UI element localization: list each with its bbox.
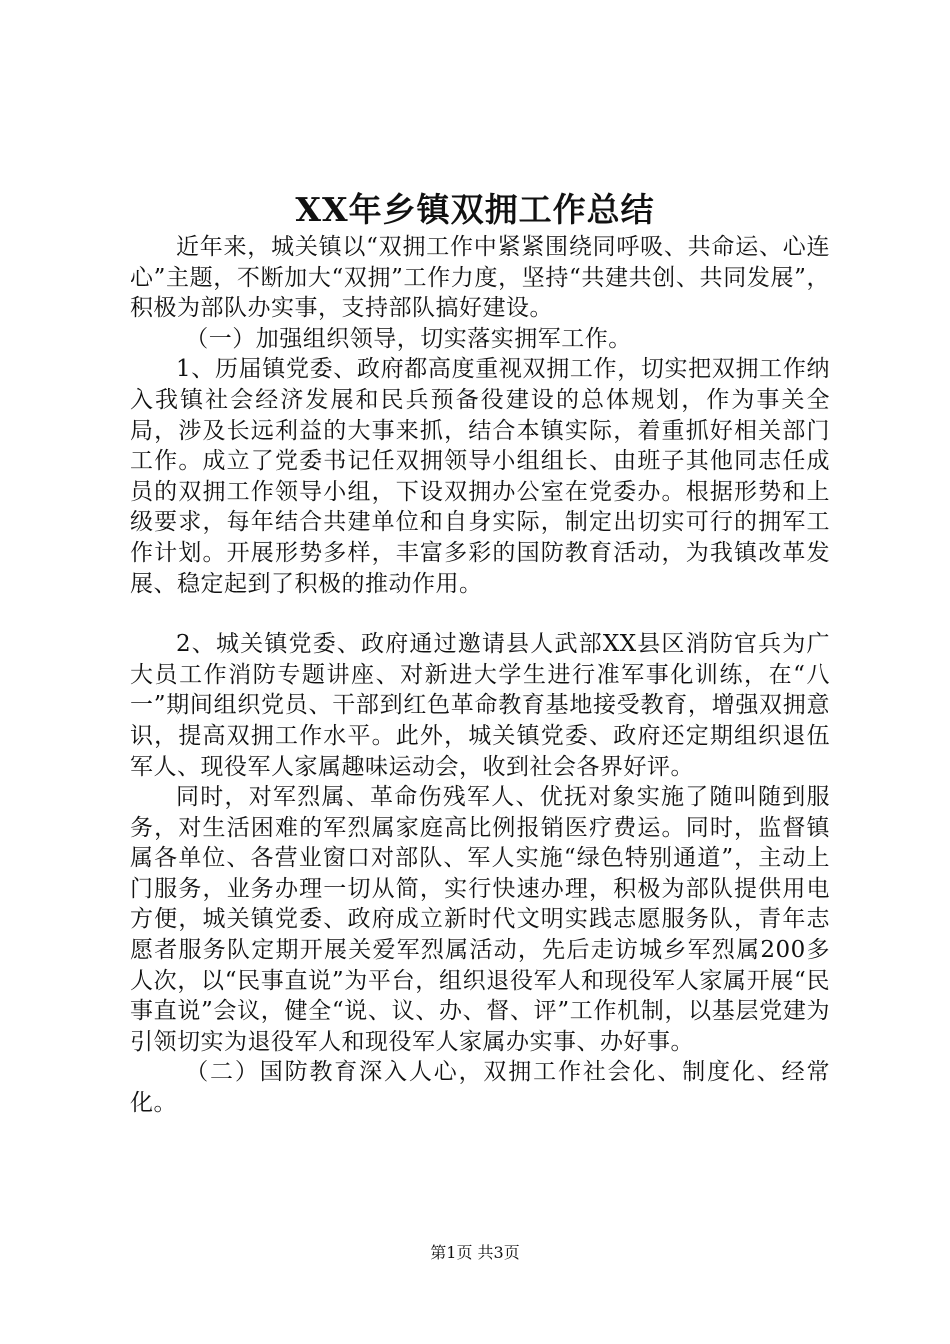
paragraph-intro: 近年来，城关镇以“双拥工作中紧紧围绕同呼吸、共命运、心连心”主题，不断加大“双拥”工作力度，坚持“共建共创、共同发展”，积极为部队办实事，支持部队搞好建设。 [130,234,830,322]
paragraph-item-2: 2、城关镇党委、政府通过邀请县人武部XX县区消防官兵为广大员工作消防专题讲座、对新进大学生进行准军事化训练，在“八一”期间组织党员、干部到红色革命教育基地接受教育，增强双拥意识，提高双拥工作水平。此外，城关镇党委、政府还定期组织退伍军人、现役军人家属趣味运动会，收到社会各界好评。 [130,631,830,780]
paragraph-item-1: 1、历届镇党委、政府都高度重视双拥工作，切实把双拥工作纳入我镇社会经济发展和民兵预备役建设的总体规划，作为事关全局，涉及长远利益的大事来抓，结合本镇实际，着重抓好相关部门工作。成立了党委书记任双拥领导小组组长、由班子其他同志任成员的双拥工作领导小组，下设双拥办公室在党委办。根据形势和上级要求，每年结合共建单位和自身实际，制定出切实可行的拥军工作计划。开展形势多样，丰富多彩的国防教育活动，为我镇改革发展、稳定起到了积极的推动作用。 [130,356,830,597]
paragraph-services: 同时，对军烈属、革命伤残军人、优抚对象实施了随叫随到服务，对生活困难的军烈属家庭高比例报销医疗费运。同时，监督镇属各单位、各营业窗口对部队、军人实施“绿色特别通道”，主动上门服务，业务办理一切从简，实行快速办理，积极为部队提供用电方便，城关镇党委、政府成立新时代文明实践志愿服务队，青年志愿者服务队定期开展关爱军烈属活动，先后走访城乡军烈属200多人次，以“民事直说”为平台，组织退役军人和现役军人家属开展“民事直说”会议，健全“说、议、办、督、评”工作机制，以基层党建为引领切实为退役军人和现役军人家属办实事、办好事。 [130,784,830,1055]
section-heading-1: （一）加强组织领导，切实落实拥军工作。 [185,325,632,352]
document-body [130,232,830,1119]
document-title: XX年乡镇双拥工作总结 [295,190,655,229]
page-number-footer: 第1页 共3页 [430,1243,520,1262]
section-heading-2: （二）国防教育深入人心，双拥工作社会化、制度化、经常化。 [130,1059,830,1117]
